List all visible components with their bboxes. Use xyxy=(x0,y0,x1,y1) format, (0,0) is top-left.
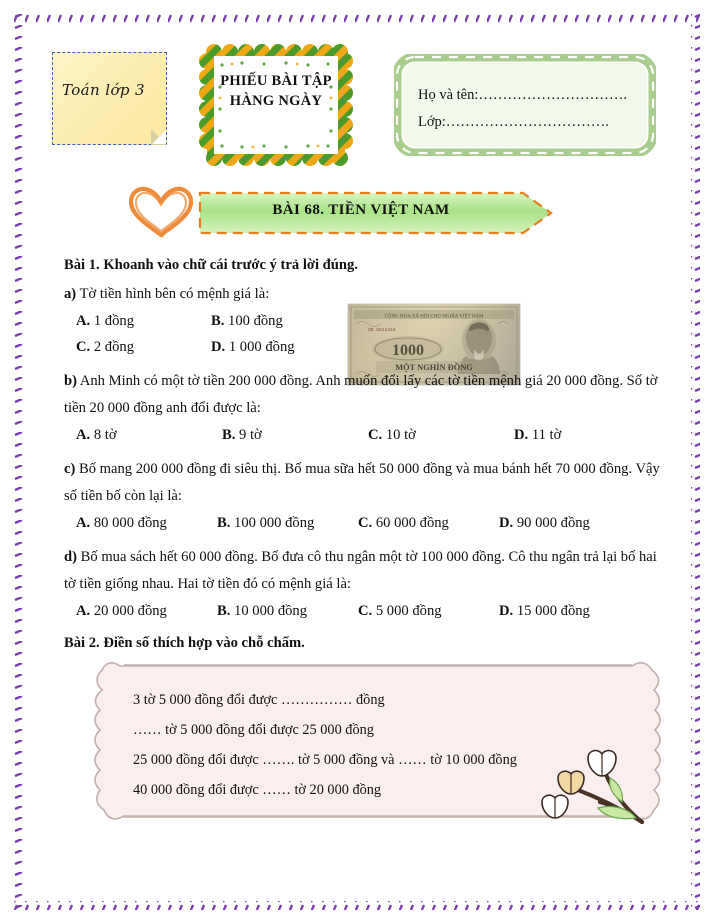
option-a-A-label: A. xyxy=(76,313,91,329)
question-a xyxy=(64,281,664,372)
option-c-C-label: C. xyxy=(358,515,373,531)
option-a-A[interactable] xyxy=(76,308,211,334)
question-c-text: Bố mang 200 000 đồng đi siêu thị. Bố mua sữa hết 50 000 đồng và mua bánh hết 70 000 đồng. Vậy số tiền bố còn lại là: xyxy=(64,461,660,504)
lesson-title-banner xyxy=(198,191,553,235)
svg-text:1000: 1000 xyxy=(392,342,424,359)
option-a-C-label: C. xyxy=(76,339,91,355)
exercise2-heading: Bài 2. Điền số thích hợp vào chỗ chấm. xyxy=(64,635,305,651)
option-d-C[interactable] xyxy=(358,598,499,624)
question-d-label: d) xyxy=(64,549,77,565)
stamp-title-line2: HÀNG NGÀY xyxy=(229,93,323,109)
option-a-D-text: 1 000 đồng xyxy=(228,339,295,355)
option-b-A[interactable] xyxy=(76,422,222,448)
sticky-note-subject xyxy=(52,52,167,145)
option-d-D-label: D. xyxy=(499,603,514,619)
question-c xyxy=(64,456,664,536)
question-d-options xyxy=(76,598,664,624)
question-a-text: Tờ tiền hình bên có mệnh giá là: xyxy=(79,286,270,302)
question-b-stem xyxy=(64,368,664,422)
option-d-B-text: 10 000 đồng xyxy=(234,603,308,619)
option-d-A-text: 20 000 đồng xyxy=(93,603,167,619)
question-c-label: c) xyxy=(64,461,76,477)
option-b-A-label: A. xyxy=(76,427,91,443)
option-b-D-label: D. xyxy=(514,427,529,443)
option-d-A-label: A. xyxy=(76,603,91,619)
lesson-title-text: BÀI 68. TIỀN VIỆT NAM xyxy=(272,202,450,218)
option-c-A-label: A. xyxy=(76,515,91,531)
exercise2-answer-box xyxy=(88,652,666,830)
exercise2-fill-lines xyxy=(133,685,517,805)
exercise2-line-4[interactable]: 40 000 đồng đổi được …… tờ 20 000 đồng xyxy=(133,782,382,798)
sticky-note-label: Toán lớp 3 xyxy=(62,81,145,99)
svg-text:MỘT NGHÌN ĐỒNG: MỘT NGHÌN ĐỒNG xyxy=(395,363,473,372)
sticky-note-fold-inner-icon xyxy=(152,130,166,144)
stamp-title-line1: PHIẾU BÀI TẬP xyxy=(220,73,332,89)
option-b-B-label: B. xyxy=(222,427,236,443)
student-class-field[interactable]: Lớp:……………………………. xyxy=(418,114,609,130)
option-c-D-text: 90 000 đồng xyxy=(516,515,590,531)
heart-icon xyxy=(122,183,200,241)
lesson-title-area xyxy=(0,182,714,244)
option-a-D[interactable] xyxy=(211,334,346,360)
option-a-C[interactable] xyxy=(76,334,211,360)
exercise2-line-2[interactable]: …… tờ 5 000 đồng đổi được 25 000 đồng xyxy=(133,722,374,738)
option-b-A-text: 8 tờ xyxy=(93,427,117,443)
option-d-C-text: 5 000 đồng xyxy=(375,603,442,619)
worksheet-body xyxy=(64,252,664,659)
exercise2-line-1[interactable]: 3 tờ 5 000 đồng đổi được …………… đồng xyxy=(133,692,385,708)
option-a-C-text: 2 đồng xyxy=(93,339,134,355)
option-d-C-label: C. xyxy=(358,603,373,619)
question-d xyxy=(64,544,664,624)
option-a-B-label: B. xyxy=(211,313,225,329)
stamp-title-block xyxy=(198,71,354,111)
option-d-B[interactable] xyxy=(217,598,358,624)
option-b-B[interactable] xyxy=(222,422,368,448)
option-c-D-label: D. xyxy=(499,515,514,531)
question-c-stem xyxy=(64,456,664,510)
option-d-D[interactable] xyxy=(499,598,640,624)
worksheet-header xyxy=(0,40,714,170)
student-name-field[interactable]: Họ và tên:…………………………. xyxy=(418,87,628,103)
question-b xyxy=(64,368,664,448)
flowers-icon xyxy=(538,748,654,826)
option-a-D-label: D. xyxy=(211,339,226,355)
option-c-C[interactable] xyxy=(358,510,499,536)
exercise2-line-3[interactable]: 25 000 đồng đổi được ……. tờ 5 000 đồng và …… tờ 10 000 đồng xyxy=(133,752,517,768)
option-c-B-text: 100 000 đồng xyxy=(234,515,315,531)
question-b-label: b) xyxy=(64,373,77,389)
option-c-A-text: 80 000 đồng xyxy=(93,515,167,531)
option-b-C-text: 10 tờ xyxy=(385,427,416,443)
option-d-D-text: 15 000 đồng xyxy=(516,603,590,619)
option-b-C[interactable] xyxy=(368,422,514,448)
option-d-A[interactable] xyxy=(76,598,217,624)
option-a-B-text: 100 đồng xyxy=(228,313,283,329)
question-a-label: a) xyxy=(64,286,77,302)
question-d-text: Bố mua sách hết 60 000 đồng. Bố đưa cô thu ngân một tờ 100 000 đồng. Cô thu ngân trả lại bố hai tờ tiền giống nhau. Hai tờ tiền đó có mệnh giá là: xyxy=(64,549,657,592)
option-c-D[interactable] xyxy=(499,510,640,536)
option-a-A-text: 1 đồng xyxy=(93,313,134,329)
student-info-box xyxy=(394,54,656,156)
question-d-stem xyxy=(64,544,664,598)
option-c-A[interactable] xyxy=(76,510,217,536)
worksheet-stamp xyxy=(198,43,354,167)
question-b-options xyxy=(76,422,664,448)
svg-text:ZB 5813418: ZB 5813418 xyxy=(368,328,396,333)
option-a-B[interactable] xyxy=(211,308,346,334)
question-b-text: Anh Minh có một tờ tiền 200 000 đồng. Anh muốn đổi lấy các tờ tiền mệnh giá 20 000 đồng. Số tờ tiền 20 000 đồng anh đổi được là: xyxy=(64,373,658,416)
option-c-C-text: 60 000 đồng xyxy=(375,515,449,531)
option-c-B-label: B. xyxy=(217,515,231,531)
option-d-B-label: B. xyxy=(217,603,231,619)
question-c-options xyxy=(76,510,664,536)
exercise1-heading: Bài 1. Khoanh vào chữ cái trước ý trả lời đúng. xyxy=(64,257,358,273)
option-b-B-text: 9 tờ xyxy=(239,427,262,443)
option-b-D-text: 11 tờ xyxy=(531,427,562,443)
option-c-B[interactable] xyxy=(217,510,358,536)
option-b-D[interactable] xyxy=(514,422,660,448)
student-info-fields xyxy=(418,82,627,136)
option-b-C-label: C. xyxy=(368,427,383,443)
svg-text:CỘNG HÒA XÃ HỘI CHỦ NGHĨA VIỆT: CỘNG HÒA XÃ HỘI CHỦ NGHĨA VIỆT NAM xyxy=(384,314,484,320)
